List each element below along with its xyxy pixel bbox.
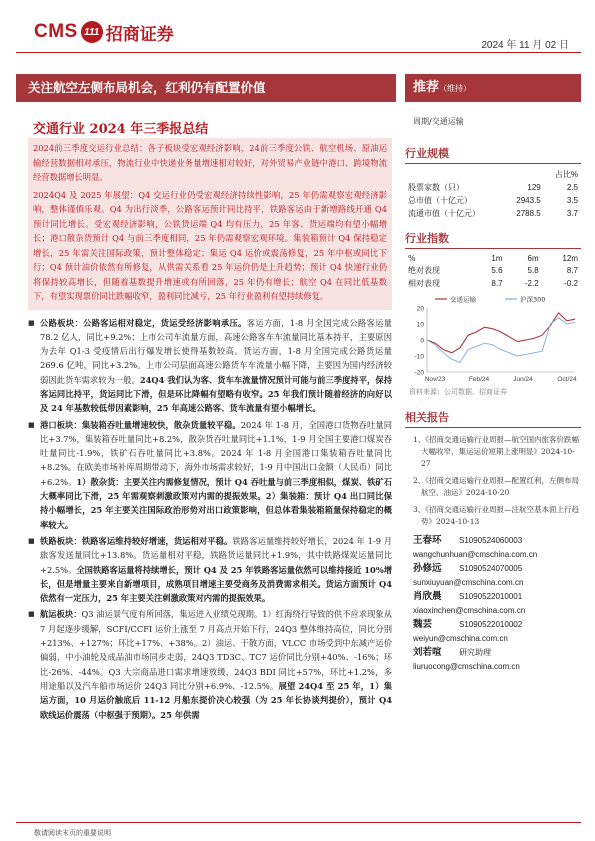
analyst-id: S1090524060003	[459, 536, 523, 545]
table-header: 12m	[562, 253, 578, 263]
table-cell: 股票家数（只）	[408, 183, 464, 192]
x-tick-label: Nov/23	[424, 376, 446, 383]
y-tick-label: 20	[416, 305, 424, 313]
y-tick-label: 10	[416, 321, 424, 329]
y-tick-label: -10	[414, 353, 424, 361]
bullet-item	[28, 418, 392, 532]
bullet-body: 2024 年 1-8 月，全国港口货物吞吐量同比+3.7%，集装箱吞吐量同比+8.2%，散杂货吞吐量同比+1.1%，1-9 月全国主要港口煤炭吞吐量同比-1.9%，铁矿石吞吐量同比+3.8%。2024 年 1-8 月全国港口集装箱吞吐量同比+8.2%。在欧美市场补库周期带动下，海外市场需求较好，1-9 月中国出口金额（人民币）同比+6.2%。	[40, 419, 392, 487]
table-cell: 总市值（十亿元）	[408, 196, 472, 205]
summary-box	[28, 138, 392, 310]
report-subtitle: 交通行业 2024 年三季报总结	[33, 122, 209, 137]
analyst-name: 刘若喧	[413, 647, 442, 658]
share-header: 占比%	[554, 170, 578, 179]
table-cell: 3.5	[566, 196, 578, 205]
x-tick-label: Jun/24	[513, 376, 533, 383]
header-divider	[16, 52, 581, 53]
summary-paragraph: 2024Q4 及 2025 年展望：Q4 交运行业仍受宏观经济持续性影响，25 年仍需观察宏观经济影响，整体谨慎乐观。Q4 为出行淡季，公路客运预计同比持平，铁路客运由于新增路线开通 Q4 预计同比增长。受宏观经济影响，公铁货运端 Q4 均有压力，25 年客、货运端均有望小幅增长；港口散杂货预计 Q4 与前三季度相同，25 年仍需观察宏观环境。集装箱预计 Q4 保持稳定增长，25 年需关注国际政策，预计整体稳定；集运 Q4 运价或震荡修复，25 年中枢或同比下行；Q4 预计油价依然有所修复，从供需关系看 25 年运价仍是上升趋势；预计 Q4 快递行业仍将保持较高增长，但随着基数提升增速或有所回落，25 年仍有增长；航空 Q4 在同比低基数下，有望实现票价同比跌幅收窄，盈利同比减亏，25 年行业盈利有望持续修复。	[33, 189, 387, 301]
table-cell: 8.7	[491, 279, 503, 288]
analyst-row	[405, 533, 581, 549]
analyst-email[interactable]: liuruocong@cmschina.com.cn	[413, 662, 520, 671]
y-tick-label: -20	[414, 369, 424, 377]
analyst-id: S1090522010001	[459, 592, 523, 601]
footer-note: 敬请阅读末页的重要说明	[34, 829, 111, 837]
x-tick-label: Oct/24	[557, 376, 577, 383]
industry-scale-title: 行业规模	[405, 145, 581, 164]
analyst-row	[405, 645, 581, 661]
rating-label: 推荐	[413, 80, 440, 95]
footer-divider	[16, 822, 581, 823]
legend-label: 沪深300	[520, 295, 546, 304]
bullet-tail: 全国铁路客运量将持续增长，预计 Q4 及 25 年铁路客运量依然可以维持接近 10%增长，但是增量主要来自新增项目，成熟项目增速主要受商务及消费需求相关。货运方面预计 Q4 依然有一定压力，25 年主要关注刺激政策对内需的提振效果。	[40, 564, 393, 604]
series-line-csi300	[427, 318, 575, 363]
table-cell: 129	[527, 183, 541, 192]
bullet-head: 港口板块：集装箱吞吐量增速较快，散杂货量较平稳。	[40, 419, 241, 430]
industry-index-title: 行业指数	[405, 230, 581, 249]
bullet-body: 客运方面，1-8 月全国完成公路客运量 78.2 亿人，同比+9.2%；上市公司车流量方面，高速公路客车车流量同比基本持平，主要原因为去年 Q1-3 受疫情后出行爆发增长使得基数较高。货运方面，1-8 月全国完成公路货运量 269.6 亿吨，同比+3.2%。上市公司层面高速公路货车车流量小幅下降，主要因为国内经济较弱因此货车需求较为一般。	[40, 317, 392, 385]
table-row	[405, 168, 581, 181]
bullet-item	[28, 316, 392, 416]
table-cell: 5.8	[527, 266, 539, 275]
table-cell: 2.5	[566, 183, 578, 192]
sector-label: 周期/交通运输	[413, 117, 464, 126]
bullet-item	[28, 607, 392, 721]
table-cell: -0.2	[564, 279, 578, 288]
report-title: 关注航空左侧布局机会，红利仍有配置价值	[16, 74, 396, 102]
main-content	[28, 138, 392, 724]
analyst-email[interactable]: weiyun@cmschina.com.cn	[413, 634, 508, 643]
legend-label: 交通运输	[450, 295, 476, 304]
table-row	[405, 207, 581, 220]
analyst-email[interactable]: xiaoxinchen@cmschina.com.cn	[413, 606, 526, 615]
bullet-head: 航运板块：	[40, 609, 82, 620]
sidebar	[405, 102, 581, 673]
analyst-name: 魏芸	[413, 619, 433, 630]
table-cell: 2788.5	[516, 209, 541, 218]
table-row	[405, 264, 581, 277]
analyst-row	[405, 589, 581, 605]
related-reports-list	[405, 434, 581, 528]
y-tick-label: 0	[420, 337, 424, 345]
related-reports-section	[405, 409, 581, 528]
chart-source: 资料来源：公司数据、招商证券	[409, 388, 507, 396]
table-cell: 绝对表现	[408, 266, 440, 275]
analyst-id: 研究助理	[459, 648, 491, 657]
bullet-body: Q3 油运景气度有所回落，集运进入业绩兑现期。1）红海绕行导致的供不应求现象从 7 月起逐步缓解，SCFI/CCFI 运价上涨至 7 月高点开始下行，24Q3 整体维持高位，同比分别+213%、+127%；环比+17%、+38%。2）油运、干散方面，VLCC 市场受到中东减产运价偏弱，中小油轮及成品油市场同步走弱，24Q3 TD3C、TC7 运价同比分别+40%、-16%；环比-26%、-44%。Q3 大宗商品进口需求增速放缓，24Q3 BDI 同比+57%，环比+1.2%，多用途船以及汽车船市场运价 24Q3 同比分别+6.9%、-12.5%。	[40, 609, 392, 691]
cms-logo	[34, 20, 174, 44]
related-reports-title: 相关报告	[405, 409, 581, 428]
industry-scale-section	[405, 145, 581, 220]
bullet-head: 公路板块：公路客运相对稳定，货运受经济影响承压。	[40, 317, 247, 328]
table-cell: 3.7	[566, 209, 578, 218]
bullet-list	[28, 316, 392, 722]
table-cell: 2943.5	[516, 196, 541, 205]
related-report-link[interactable]: 2、《招商交通运输行业周报—配置红利，左侧布局航空、油运》2024-10-20	[413, 476, 580, 497]
table-cell: 流通市值（十亿元）	[408, 209, 480, 218]
bullet-body: 铁路客运量维持较好增长，2024 年 1-9 月旅客发送量同比+13.8%。货运量相对平稳，铁路货运量同比+1.9%，其中铁路煤炭运量同比+2.5%。	[40, 535, 392, 575]
logo-text-cn: 招商证券	[105, 24, 174, 45]
rating-badge	[405, 74, 581, 102]
table-row	[405, 181, 581, 194]
table-header: %	[408, 253, 416, 263]
bullet-tail: 1）散杂货：主要关注内需修复情况，预计 Q4 吞吐量与前三季度相似，煤炭、铁矿石大概率同比下滑，25 年需观察刺激政策对内需的提振效果。2）集装箱：预计 Q4 出口同比保持小幅增长，25 年主要关注国际政治形势对出口政策影响，但总体看集装箱箱量保持稳定的概率较大。	[40, 476, 393, 530]
analyst-row	[405, 617, 581, 633]
rating-note: （维持）	[439, 84, 472, 93]
table-header: 1m	[491, 253, 503, 263]
analyst-id: S1090524070005	[459, 564, 523, 573]
performance-chart	[405, 292, 581, 387]
analyst-list	[405, 533, 581, 673]
table-cell: 相对表现	[408, 279, 440, 288]
bullet-item	[28, 534, 392, 605]
analyst-row	[405, 561, 581, 577]
page-header	[0, 0, 595, 52]
table-row	[405, 252, 581, 264]
bullet-tail: 展望 24Q4 至 25 年，1）集运方面，10 月运价触底后 11-12 月船东提价决心较强（为 25 年长协谈判提价），预计 Q4 欧线运价震荡（中枢强于预期）。25 年供需	[40, 680, 392, 720]
analyst-name: 王春环	[413, 535, 442, 546]
logo-text-cms: CMS	[34, 21, 78, 42]
table-row	[405, 277, 581, 290]
table-cell: 8.7	[566, 266, 578, 275]
x-tick-label: Feb/24	[468, 376, 490, 383]
analyst-email[interactable]: sunxiuyuan@cmschina.com.cn	[413, 578, 524, 587]
table-header: 6m	[527, 253, 539, 263]
bullet-tail: 24Q4 我们认为客、货车车流量情况预计可能与前三季度持平，保持客运同比持平，货运同比下滑，但是环比降幅有望略有收窄。25 年我们预计随着经济的向好以及 24 年基数较低带因素影响，25 年高速公路客、货车流量有望小幅增长。	[40, 374, 392, 414]
bullet-head: 铁路板块：铁路客运维持较好增速，货运相对平稳。	[40, 535, 233, 546]
table-cell: 5.6	[491, 266, 503, 275]
related-report-link[interactable]: 3、《招商交通运输行业周报—注航空基本面上行趋势》2024-10-13	[413, 505, 580, 526]
related-report-link[interactable]: 1、《招商交通运输行业周报—航空国内旅客价跌幅大幅收窄，集运运价短期上涨明显》2024-10-27	[413, 435, 580, 468]
industry-scale-table	[405, 168, 581, 220]
analyst-id: S1090522010002	[459, 620, 523, 629]
series-line-transport	[427, 313, 575, 353]
report-date: 2024 年 11 月 02 日	[481, 40, 569, 51]
analyst-name: 孙修远	[413, 563, 442, 574]
summary-paragraph: 2024前三季度交运行业总结：各子板块受宏观经济影响，24前三季度公铁、航空机场、原油运输经营数据相对承压，物流行业中快递业务量增速相对较好，对外贸易产业链中港口、跨境物流经营数据增长明显。	[33, 143, 387, 182]
analyst-email[interactable]: wangchunhuan@cmschina.com.cn	[413, 550, 538, 559]
table-cell: -2.2	[524, 279, 539, 288]
industry-index-section	[405, 230, 581, 290]
industry-index-table	[405, 252, 581, 290]
analyst-name: 肖欣晨	[413, 591, 442, 602]
logo-badge-icon: 111	[81, 21, 103, 43]
table-row	[405, 194, 581, 207]
